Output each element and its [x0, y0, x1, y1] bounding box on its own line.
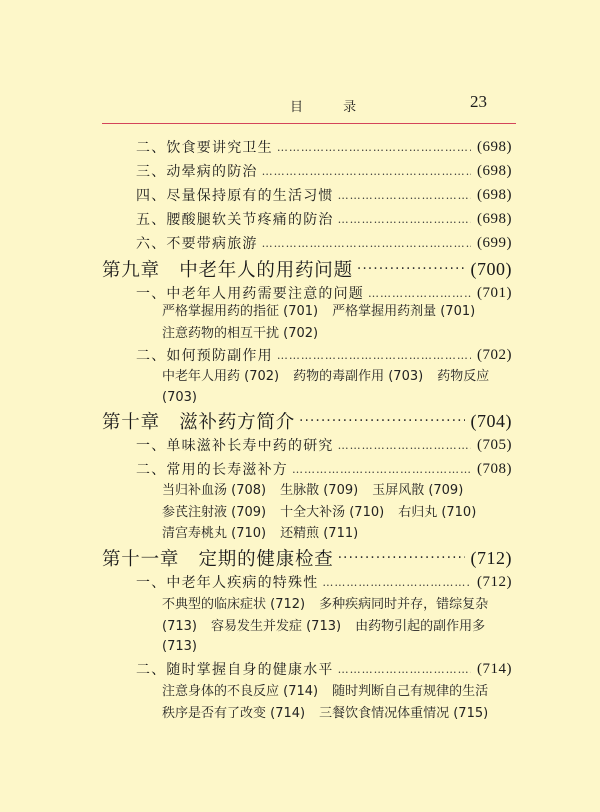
leader-dots [338, 213, 471, 226]
toc-entry[interactable] [136, 160, 512, 182]
header-rule [102, 123, 516, 124]
toc-entry[interactable] [136, 232, 512, 254]
leader-dots [292, 463, 471, 476]
chapter-label: 第十章 滋补药方简介 [102, 412, 296, 433]
subtopic: 由药物引起的副作用多 [355, 619, 486, 634]
chapter-page: (712) [470, 547, 512, 568]
toc-entry-page: (708) [477, 460, 512, 477]
subtopic: 还精煎 (711) [280, 526, 359, 541]
page-number: 23 [470, 92, 487, 111]
subtopic-line [162, 636, 512, 658]
toc-entry-label: 一、中老年人疾病的特殊性 [136, 575, 319, 591]
chapter-label: 第十一章 定期的健康检查 [102, 549, 334, 570]
subtopic: 十全大补汤 (710) [280, 505, 385, 520]
toc-entry-page: (698) [477, 162, 512, 179]
chapter-label: 第九章 中老年人的用药问题 [102, 260, 353, 281]
chapter-page: (700) [470, 258, 512, 279]
toc-entry-page: (702) [477, 346, 512, 363]
toc-entry[interactable] [136, 571, 512, 593]
subtopic: 多种疾病同时并存，错综复杂 [319, 597, 489, 612]
toc-entry[interactable] [136, 344, 512, 366]
leader-dots [357, 261, 465, 277]
subtopic: 中老年人用药 (702) [162, 369, 280, 384]
toc-entry-label: 二、如何预防副作用 [136, 348, 273, 364]
toc-chapter[interactable] [102, 256, 512, 282]
subtopic-line [162, 387, 512, 409]
leader-dots [338, 550, 465, 566]
toc-entry-label: 一、单味滋补长寿中药的研究 [136, 438, 334, 454]
subtopic-line [162, 480, 512, 502]
subtopic: 秩序是否有了改变 (714) [162, 706, 306, 721]
toc-entry-label: 二、饮食要讲究卫生 [136, 140, 273, 156]
toc-entry[interactable] [136, 184, 512, 206]
chapter-page: (704) [470, 410, 512, 431]
toc-entry-page: (698) [477, 186, 512, 203]
subtopic: 药物反应 [437, 369, 490, 384]
toc-entry[interactable] [136, 136, 512, 158]
subtopic-line [162, 366, 512, 388]
toc-entry-page: (698) [477, 138, 512, 155]
subtopic: 注意身体的不良反应 (714) [162, 684, 319, 699]
leader-dots [277, 141, 471, 154]
toc-entry-page: (705) [477, 436, 512, 453]
leader-dots [262, 165, 471, 178]
toc-entry[interactable] [136, 658, 512, 680]
subtopic-line [162, 616, 512, 638]
toc-entry[interactable] [136, 208, 512, 230]
leader-dots [322, 576, 471, 589]
leader-dots [338, 189, 471, 202]
toc-entry[interactable] [136, 434, 512, 456]
subtopic: 玉屏风散 (709) [372, 483, 464, 498]
toc-entry-label: 四、尽量保持原有的生活习惯 [136, 188, 334, 204]
subtopic-line [162, 594, 512, 616]
subtopic: 严格掌握用药剂量 (701) [332, 304, 476, 319]
toc-entry-page: (698) [477, 210, 512, 227]
toc-chapter[interactable] [102, 408, 512, 434]
toc-entry-page: (699) [477, 234, 512, 251]
subtopic: 右归丸 (710) [398, 505, 477, 520]
toc-entry-label: 三、动晕病的防治 [136, 164, 258, 180]
subtopic: 当归补血汤 (708) [162, 483, 267, 498]
subtopic-line [162, 681, 512, 703]
leader-dots [262, 237, 471, 250]
leader-dots [338, 439, 471, 452]
toc-entry-page: (714) [477, 660, 512, 677]
subtopic: 随时判断自己有规律的生活 [332, 684, 489, 699]
toc-entry-page: (712) [477, 573, 512, 590]
subtopic: 生脉散 (709) [280, 483, 359, 498]
subtopic: 严格掌握用药的指征 (701) [162, 304, 319, 319]
header-title: 目 录 [290, 100, 375, 115]
leader-dots [338, 663, 471, 676]
subtopic: 容易发生并发症 (713) [210, 619, 342, 634]
toc-entry-label: 二、随时掌握自身的健康水平 [136, 662, 334, 678]
leader-dots [277, 349, 471, 362]
subtopic: 注意药物的相互干扰 (702) [162, 326, 319, 341]
subtopic: 三餐饮食情况体重情况 (715) [319, 706, 489, 721]
subtopic: 不典型的临床症状 (712) [162, 597, 306, 612]
subtopic-line [162, 523, 512, 545]
subtopic: 参芪注射液 (709) [162, 505, 267, 520]
toc-entry-label: 五、腰酸腿软关节疼痛的防治 [136, 212, 334, 228]
toc-entry[interactable] [136, 458, 512, 480]
toc-entry-label: 一、中老年人用药需要注意的问题 [136, 286, 364, 302]
subtopic-line [162, 502, 512, 524]
toc-entry-label: 六、不要带病旅游 [136, 236, 258, 252]
toc-chapter[interactable] [102, 545, 512, 571]
subtopic-line [162, 703, 512, 725]
leader-dots [299, 413, 464, 429]
subtopic: (703) [162, 390, 197, 405]
toc-entry-page: (701) [477, 284, 512, 301]
subtopic: (713) [162, 619, 197, 634]
page-header [0, 92, 600, 120]
subtopic: (713) [162, 639, 197, 654]
toc-entry-label: 二、常用的长寿滋补方 [136, 462, 288, 478]
subtopic: 药物的毒副作用 (703) [293, 369, 424, 384]
subtopic-line [162, 301, 512, 323]
subtopic-line [162, 323, 512, 345]
leader-dots [368, 287, 471, 300]
subtopic: 清宫寿桃丸 (710) [162, 526, 267, 541]
